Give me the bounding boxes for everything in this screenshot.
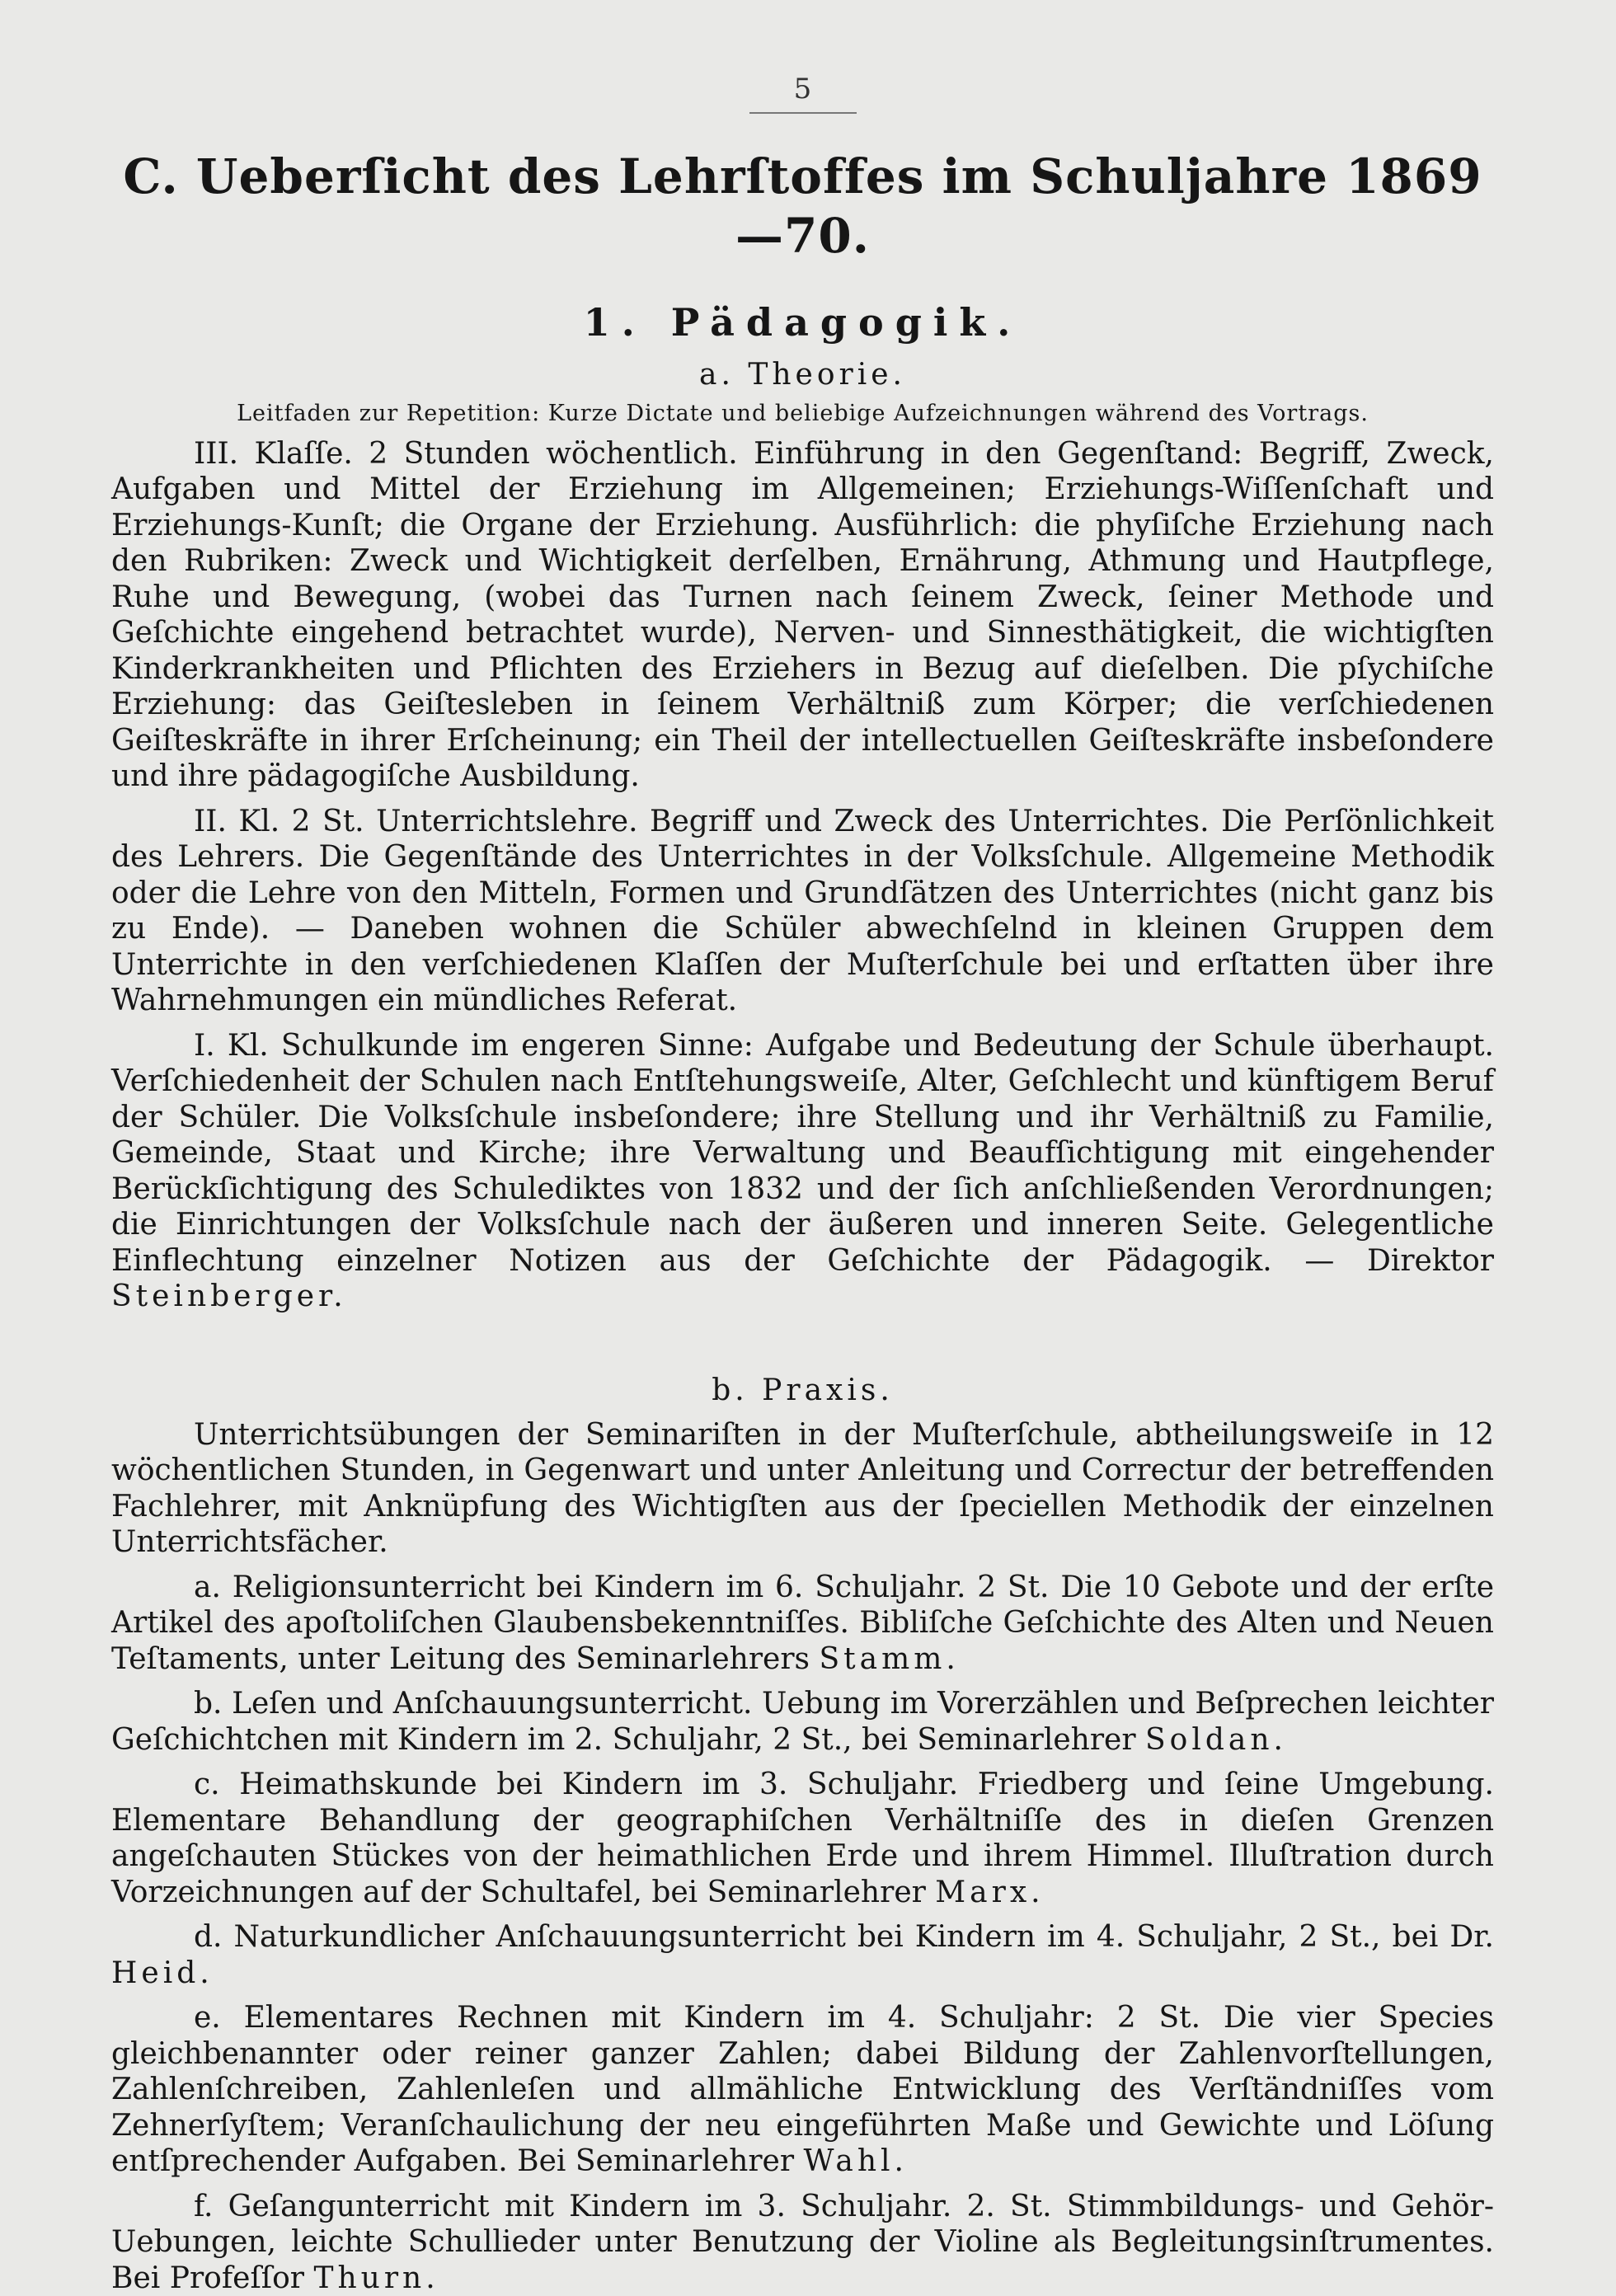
theory-paragraph-class-2: II. Kl. 2 St. Unterrichtslehre. Begriff und Zweck des Unterrichtes. Die Perſönlichkeit des Lehrers. Die Gegenſtände des Unterrichtes in der Volksſchule. Allgemeine Methodik oder die Lehre von den Mitteln, Formen und Grundſätzen des Unterrichtes (nicht ganz bis zu Ende). — Daneben wohnen die Schüler abwechſelnd in kleinen Gruppen dem Unterrichte in den verſchiedenen Klaſſen der Muſterſchule bei und erſtatten über ihre Wahrnehmungen ein mündliches Referat.	[111, 804, 1494, 1018]
praxis-heading: b. Praxis.	[712, 1373, 894, 1407]
teacher-name: Stamm.	[819, 1641, 960, 1676]
praxis-item-reading	[111, 1686, 1494, 1758]
theory-paragraph-class-1	[111, 1028, 1494, 1315]
praxis-item-local-studies	[111, 1767, 1494, 1910]
teacher-name: Thurn.	[313, 2261, 439, 2295]
item-text: d. Naturkundlicher Anſchauungsunterricht bei Kindern im 4. Schuljahr, 2 St., bei Dr.	[194, 1920, 1494, 1955]
praxis-intro: Unterrichtsübungen der Seminariſten in der Muſterſchule, abtheilungsweiſe in 12 wöchentlichen Stunden, in Gegenwart und unter Anleitung und Correctur der betreffenden Fachlehrer, mit Anknüpfung des Wichtigſten aus der ſpeciellen Methodik der einzelnen Unterrichtsfächer.	[111, 1417, 1494, 1560]
section-heading: 1. Pädagogik.	[583, 299, 1022, 345]
teacher-name: Marx.	[935, 1875, 1045, 1909]
teacher-name: Heid.	[111, 1956, 214, 1990]
paragraph-text: I. Kl. Schulkunde im engeren Sinne: Aufgabe und Bedeutung der Schule überhaupt. Verſchiedenheit der Schulen nach Entſtehungsweiſe, Alter, Geſchlecht und künftigem Beruf der Schüler. Die Volksſchule insbeſondere; ihre Stellung und ihr Verhältniß zu Familie, Gemeinde, Staat und Kirche; ihre Verwaltung und Beaufſichtigung mit eingehender Berückſichtigung des Schulediktes von 1832 und der ſich anſchließenden Verordnungen; die Einrichtungen der Volksſchule nach der äußeren und inneren Seite. Gelegentliche Einflechtung einzelner Notizen aus der Geſchichte der Pädagogik. — Direktor	[111, 1028, 1494, 1278]
item-text: c. Heimathskunde bei Kindern im 3. Schuljahr. Friedberg und ſeine Umgebung. Elementare Behandlung der geographiſchen Verhältniſſe des in dieſen Grenzen angeſchauten Stückes von der heimathlichen Erde und ihrem Himmel. Illuſtration durch Vorzeichnungen auf der Schultafel, bei Seminarlehrer	[111, 1768, 1494, 1909]
page-title: C. Ueberſicht des Lehrſtoffes im Schuljahre 1869—70.	[123, 148, 1482, 264]
page-number: 5	[793, 73, 812, 106]
praxis-item-religion	[111, 1570, 1494, 1678]
teacher-name: Soldan.	[1145, 1722, 1287, 1757]
item-text: e. Elementares Rechnen mit Kindern im 4. Schuljahr: 2 St. Die vier Species gleichbenannter oder reiner ganzer Zahlen; dabei Bildung der Zahlenvorſtellungen, Zahlenſchreiben, Zahlenleſen und allmähliche Entwicklung des Verſtändniſſes vom Zehnerſyſtem; Veranſchaulichung der neu eingeführten Maße und Gewichte und Löſung entſprechender Aufgaben. Bei Seminarlehrer	[111, 2001, 1494, 2179]
theory-heading: a. Theorie.	[699, 357, 906, 392]
praxis-item-nature	[111, 1919, 1494, 1991]
item-text: a. Religionsunterricht bei Kindern im 6. Schuljahr. 2 St. Die 10 Gebote und der erſte Artikel des apoſtoliſchen Glaubensbekenntniſſes. Bibliſche Geſchichte des Alten und Neuen Teſtaments, unter Leitung des Seminarlehrers	[111, 1570, 1494, 1676]
theory-paragraph-class-3: III. Klaſſe. 2 Stunden wöchentlich. Einführung in den Gegenſtand: Begriff, Zweck, Aufgaben und Mittel der Erziehung im Allgemeinen; Erziehungs-Wiſſenſchaft und Erziehungs-Kunſt; die Organe der Erziehung. Ausführlich: die phyſiſche Erziehung nach den Rubriken: Zweck und Wichtigkeit derſelben, Ernährung, Athmung und Hautpflege, Ruhe und Bewegung, (wobei das Turnen nach ſeinem Zweck, ſeiner Methode und Geſchichte eingehend betrachtet wurde), Nerven- und Sinnesthätigkeit, die wichtigſten Kinderkrankheiten und Pflichten des Erziehers in Bezug auf dieſelben. Die pſychiſche Erziehung: das Geiſtesleben in ſeinem Verhältniß zum Körper; die verſchiedenen Geiſteskräfte in ihrer Erſcheinung; ein Theil der intellectuellen Geiſteskräfte insbeſondere und ihre pädagogiſche Ausbildung.	[111, 436, 1494, 794]
teacher-name: Steinberger.	[111, 1279, 347, 1314]
item-text: f. Geſangunterricht mit Kindern im 3. Schuljahr. 2. St. Stimmbildungs- und Gehör-Uebungen, leichte Schullieder unter Benutzung der Violine als Begleitungsinſtrumentes. Bei Profeſſor	[111, 2189, 1494, 2295]
praxis-item-arithmetic	[111, 2000, 1494, 2180]
teacher-name: Wahl.	[803, 2144, 908, 2179]
item-text: b. Leſen und Anſchauungsunterricht. Uebung im Vorerzählen und Beſprechen leichter Geſchichtchen mit Kindern im 2. Schuljahr, 2 St., bei Seminarlehrer	[111, 1687, 1494, 1757]
header-rule	[749, 112, 857, 114]
praxis-item-singing	[111, 2189, 1494, 2296]
theory-note: Leitfaden zur Repetition: Kurze Dictate und beliebige Aufzeichnungen während des Vortrags.	[237, 400, 1369, 426]
